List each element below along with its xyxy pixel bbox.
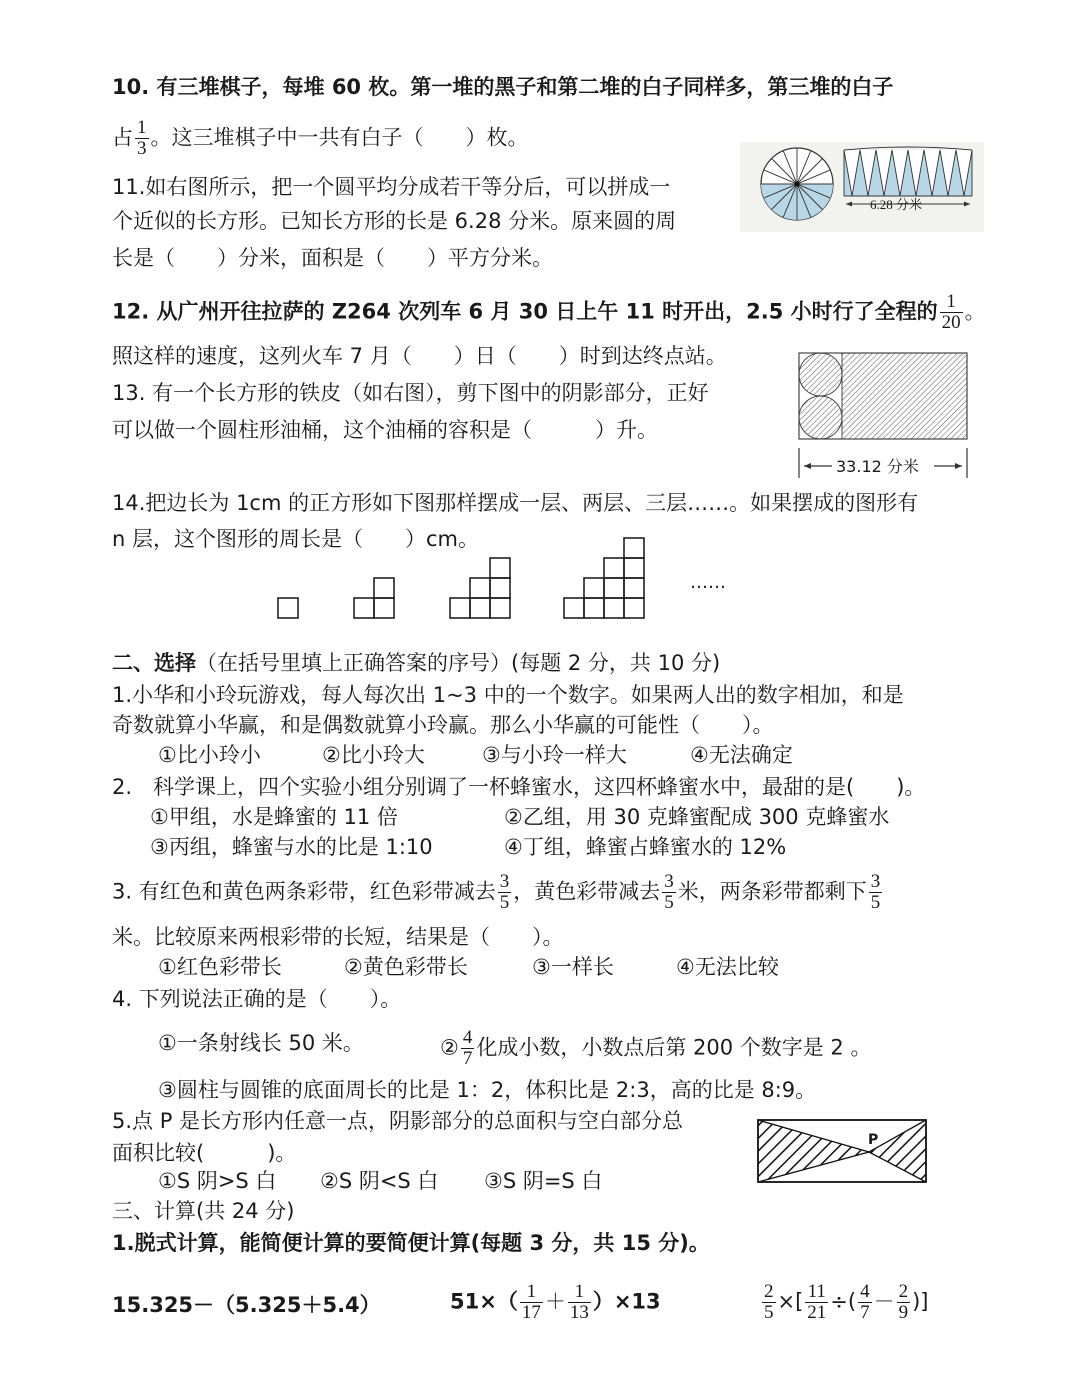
q12-line2 bbox=[112, 341, 727, 371]
figure-length-label: 6.28 分米 bbox=[870, 197, 923, 212]
c3-option-2: ②黄色彩带长 bbox=[344, 955, 468, 979]
frac-den: 3 bbox=[137, 138, 147, 159]
c1-line1 bbox=[112, 680, 904, 710]
q14-line1 bbox=[112, 488, 918, 518]
frac-num: 1 bbox=[137, 117, 147, 138]
expr3-frac-3 bbox=[858, 1282, 872, 1323]
c1-option-3: ③与小玲一样大 bbox=[482, 743, 627, 767]
c3-line1 bbox=[112, 872, 884, 913]
c2-text1: 2. 科学课上，四个实验小组分别调了一杯蜂蜜水，这四杯蜂蜜水中，最甜的是( )。 bbox=[112, 775, 926, 799]
c5-option-3: ③S 阴=S 白 bbox=[484, 1169, 603, 1193]
q10-line2 bbox=[112, 118, 529, 159]
frac-den: 5 bbox=[664, 892, 674, 913]
times-bracket: ×[ bbox=[777, 1289, 804, 1314]
c5-text2: 面积比较( )。 bbox=[112, 1141, 297, 1165]
iron-sheet-figure bbox=[796, 350, 971, 480]
frac-den: 7 bbox=[860, 1302, 870, 1323]
frac-den: 13 bbox=[569, 1302, 589, 1323]
q10-fraction bbox=[135, 118, 149, 159]
c3-fraction-1 bbox=[498, 872, 512, 913]
close-brackets: )] bbox=[912, 1289, 929, 1314]
c4-line1 bbox=[112, 984, 401, 1014]
circle-to-rectangle-figure bbox=[740, 142, 984, 232]
frac-den: 21 bbox=[807, 1302, 827, 1323]
c4-option-2 bbox=[440, 1028, 871, 1069]
calc-instruction: 1.脱式计算，能简便计算的要简便计算(每题 3 分，共 15 分)。 bbox=[112, 1231, 710, 1255]
q11-text3: 长是（ ）分米，面积是（ ）平方分米。 bbox=[112, 246, 553, 270]
q13-text1: 13. 有一个长方形的铁皮（如右图），剪下图中的阴影部分，正好 bbox=[112, 381, 709, 405]
ellipsis: …… bbox=[690, 572, 726, 593]
c3-option-4: ④无法比较 bbox=[676, 955, 779, 979]
shaded-triangles-diagram bbox=[754, 1116, 930, 1186]
calc-expr-3 bbox=[760, 1282, 928, 1323]
frac-num: 1 bbox=[574, 1281, 585, 1302]
c4-text1: 4. 下列说法正确的是（ ）。 bbox=[112, 987, 402, 1011]
c1-line2 bbox=[112, 710, 774, 740]
frac-den: 5 bbox=[764, 1302, 774, 1323]
q11-text2: 个近似的长方形。已知长方形的长是 6.28 分米。原来圆的周 bbox=[112, 209, 677, 233]
c3-text2: 米。比较原来两根彩带的长短，结果是（ ）。 bbox=[112, 925, 564, 949]
c4-opt2-pre: ② bbox=[440, 1035, 459, 1060]
c3-text-b: ，黄色彩带减去 bbox=[513, 879, 661, 904]
frac-num: 11 bbox=[807, 1281, 826, 1302]
plus-sign: ＋ bbox=[544, 1289, 566, 1314]
c4-fraction bbox=[461, 1028, 475, 1069]
section-title: 三、计算(共 24 分) bbox=[112, 1199, 295, 1223]
c5-option-2: ②S 阴<S 白 bbox=[320, 1169, 439, 1193]
q14-text2: n 层，这个图形的周长是（ ）cm。 bbox=[112, 527, 479, 551]
q12-text2: 照这样的速度，这列火车 7 月（ ）日（ ）时到达终点站。 bbox=[112, 344, 727, 368]
q10-pre: 占 bbox=[112, 125, 133, 150]
expr3-frac-4 bbox=[897, 1282, 911, 1323]
q13-line1 bbox=[112, 378, 709, 408]
c3-text-a: 3. 有红色和黄色两条彩带，红色彩带减去 bbox=[112, 879, 496, 904]
c3-option-1: ①红色彩带长 bbox=[158, 955, 282, 979]
c4-option-1: ①一条射线长 50 米。 bbox=[158, 1031, 364, 1055]
q10-post: 。这三堆棋子中一共有白子（ ）枚。 bbox=[150, 125, 529, 150]
rectangle-point-p-figure bbox=[754, 1116, 930, 1186]
frac-num: 4 bbox=[860, 1281, 870, 1302]
q12-fraction bbox=[940, 292, 963, 333]
c1-text2: 奇数就算小华赢，和是偶数就算小玲赢。那么小华赢的可能性（ ）。 bbox=[112, 713, 774, 737]
frac-den: 5 bbox=[499, 892, 510, 913]
point-p-label: P bbox=[868, 1132, 879, 1148]
q11-line2 bbox=[112, 206, 676, 236]
calc-expr-2 bbox=[450, 1282, 661, 1323]
frac-den: 9 bbox=[898, 1302, 909, 1323]
calc-expr-1: 15.325－（5.325＋5.4） bbox=[112, 1293, 381, 1317]
c3-fraction-2 bbox=[662, 872, 676, 913]
staircase-squares-figure bbox=[270, 530, 750, 622]
frac-num: 4 bbox=[462, 1027, 473, 1048]
calc-heading bbox=[112, 1196, 294, 1226]
c2-option-3: ③丙组，蜂蜜与水的比是 1:10 bbox=[150, 835, 433, 859]
divide-paren: ÷( bbox=[830, 1289, 857, 1314]
c1-text1: 1.小华和小玲玩游戏，每人每次出 1~3 中的一个数字。如果两人出的数字相加，和是 bbox=[112, 683, 904, 707]
figure-width-label: 33.12 分米 bbox=[836, 457, 919, 476]
c1-option-1: ①比小玲小 bbox=[158, 743, 261, 767]
frac-den: 17 bbox=[521, 1302, 541, 1323]
c3-line2 bbox=[112, 922, 564, 952]
c1-option-4: ④无法确定 bbox=[690, 743, 793, 767]
c2-option-2: ②乙组，用 30 克蜂蜜配成 300 克蜂蜜水 bbox=[504, 805, 890, 829]
calc-sub1 bbox=[112, 1228, 710, 1258]
c5-option-1: ①S 阴>S 白 bbox=[158, 1169, 277, 1193]
c5-text1: 5.点 P 是长方形内任意一点，阴影部分的总面积与空白部分总 bbox=[112, 1109, 684, 1133]
choice-heading bbox=[112, 648, 720, 678]
c2-option-1: ①甲组，水是蜂蜜的 11 倍 bbox=[150, 805, 398, 829]
frac-num: 3 bbox=[499, 871, 510, 892]
q13-text2: 可以做一个圆柱形油桶，这个油桶的容积是（ ）升。 bbox=[112, 418, 658, 442]
circle-segments-diagram bbox=[740, 142, 984, 232]
frac-den: 7 bbox=[462, 1048, 473, 1069]
q14-text1: 14.把边长为 1cm 的正方形如下图那样摆成一层、两层、三层……。如果摆成的图形有 bbox=[112, 491, 919, 515]
section-title: 二、选择 bbox=[112, 651, 196, 675]
q12-line1 bbox=[112, 292, 986, 333]
frac-den: 20 bbox=[941, 312, 961, 333]
staircase-diagram bbox=[270, 530, 750, 622]
c2-option-4: ④丁组，蜂蜜占蜂蜜水的 12% bbox=[504, 835, 787, 859]
q10-text: 10. 有三堆棋子，每堆 60 枚。第一堆的黑子和第二堆的白子同样多，第三堆的白子 bbox=[112, 75, 894, 99]
frac-num: 2 bbox=[764, 1281, 774, 1302]
frac-num: 3 bbox=[664, 871, 674, 892]
c1-option-2: ②比小玲大 bbox=[322, 743, 425, 767]
expr3-frac-2 bbox=[805, 1282, 828, 1323]
c3-fraction-3 bbox=[869, 872, 883, 913]
c4-opt2-post: 化成小数，小数点后第 200 个数字是 2 。 bbox=[476, 1035, 872, 1060]
expr2-frac-1 bbox=[520, 1282, 543, 1323]
frac-num: 1 bbox=[526, 1281, 537, 1302]
q11-line3 bbox=[112, 243, 553, 273]
q11-text1: 11.如右图所示，把一个圆平均分成若干等分后，可以拼成一 bbox=[112, 175, 671, 199]
c5-line2 bbox=[112, 1138, 296, 1168]
section-note: （在括号里填上正确答案的序号）(每题 2 分，共 10 分) bbox=[196, 651, 721, 675]
q11-line1 bbox=[112, 172, 670, 202]
expr2-post: ）×13 bbox=[592, 1289, 661, 1314]
q10-line1 bbox=[112, 72, 893, 102]
frac-num: 3 bbox=[870, 871, 881, 892]
q13-line2 bbox=[112, 415, 658, 445]
expr2-frac-2 bbox=[568, 1282, 591, 1323]
q12-text1: 12. 从广州开往拉萨的 Z264 次列车 6 月 30 日上午 11 时开出，2.5 小时行了全程的 bbox=[112, 299, 938, 324]
q12-end: 。 bbox=[964, 299, 986, 324]
c2-line1 bbox=[112, 772, 925, 802]
minus-sign: － bbox=[873, 1289, 895, 1314]
expr3-frac-1 bbox=[762, 1282, 776, 1323]
c5-line1 bbox=[112, 1106, 683, 1136]
frac-num: 1 bbox=[946, 291, 956, 312]
c3-option-3: ③一样长 bbox=[532, 955, 614, 979]
expr2-pre: 51×（ bbox=[450, 1289, 518, 1314]
frac-den: 5 bbox=[870, 892, 881, 913]
frac-num: 2 bbox=[898, 1281, 909, 1302]
c3-text-c: 米，两条彩带都剩下 bbox=[677, 879, 867, 904]
c4-option-3: ③圆柱与圆锥的底面周长的比是 1：2，体积比是 2:3，高的比是 8:9。 bbox=[158, 1078, 817, 1102]
